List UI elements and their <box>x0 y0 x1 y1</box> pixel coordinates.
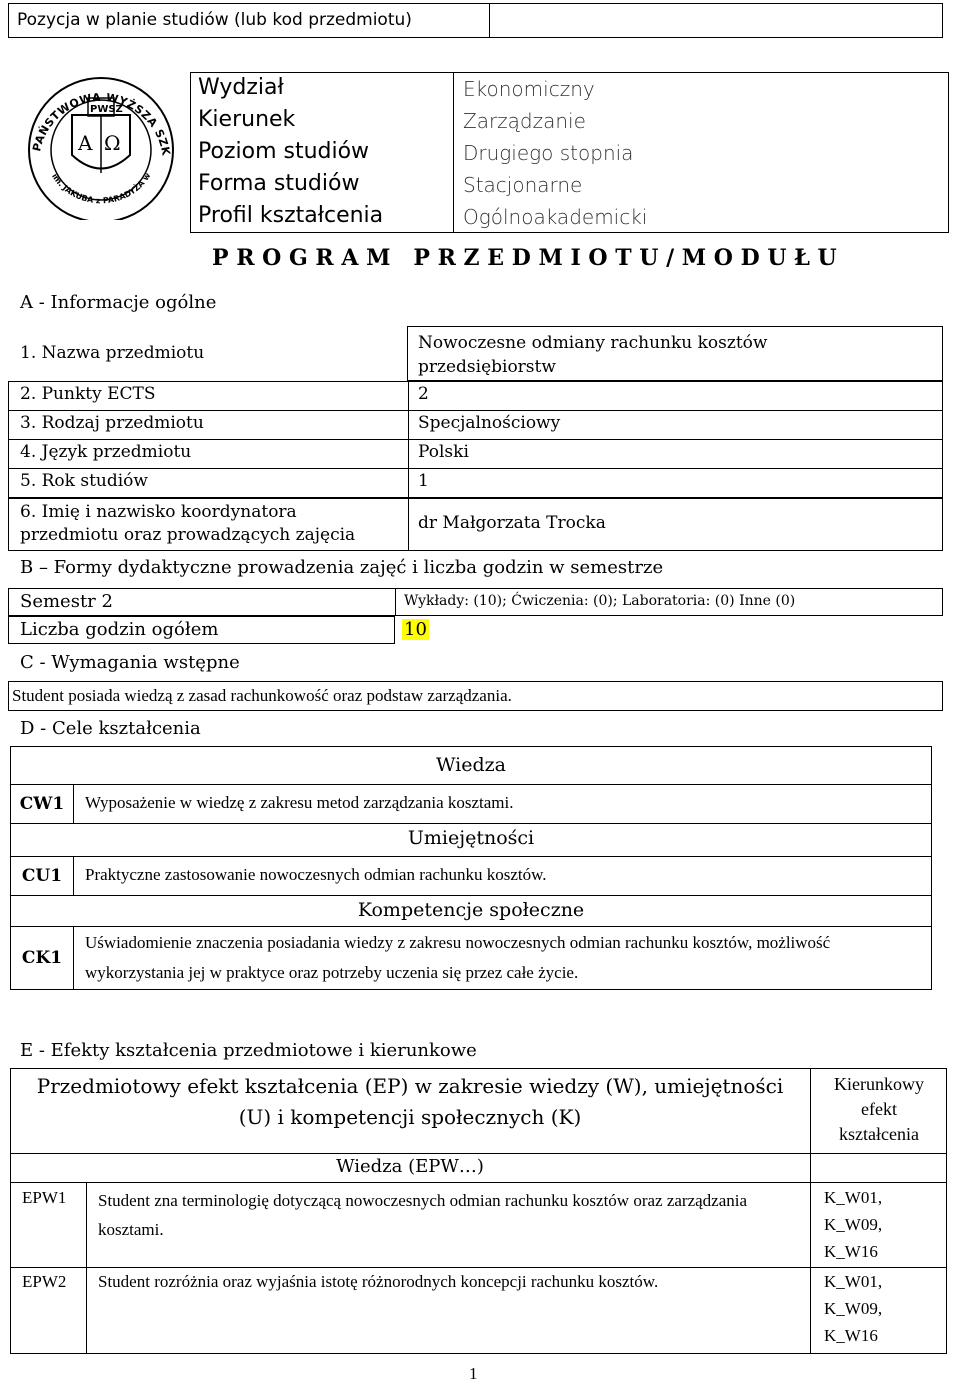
language-value: Polski <box>418 442 469 462</box>
effect-epw2-1: K_W01, <box>824 1272 883 1291</box>
profile-value: Ogólnoakademicki <box>463 205 648 229</box>
teaching-forms: Wykłady: (10); Ćwiczenia: (0); Laboratoria: (0) Inne (0) <box>404 593 796 609</box>
semester-divider <box>395 589 396 615</box>
faculty-label: Wydział <box>198 75 284 100</box>
level-value: Drugiego stopnia <box>463 141 634 165</box>
svg-text:A: A <box>78 131 93 155</box>
goal-row-cu1 <box>10 856 932 896</box>
svg-text:im. JAKUBA z PARADYŻA w GORZOW: im. JAKUBA z PARADYŻA w <box>50 171 153 206</box>
outcome-code-epw1: EPW1 <box>22 1188 67 1207</box>
coordinator-value: dr Małgorzata Trocka <box>418 513 606 533</box>
total-hours-value: 10 <box>404 619 427 640</box>
outcome-code-epw2: EPW2 <box>22 1272 67 1291</box>
section-a-title: A - Informacje ogólne <box>20 292 217 313</box>
skills-heading: Umiejętności <box>407 827 535 849</box>
language-label: 4. Język przedmiotu <box>20 442 192 462</box>
goal-row-ck1 <box>10 926 932 990</box>
level-label: Poziom studiów <box>198 139 370 164</box>
knowledge-subheading: Wiedza (EPW…) <box>336 1156 484 1177</box>
goal-code-cu1: CU1 <box>11 857 74 895</box>
social-competences-heading: Kompetencje społeczne <box>357 899 585 921</box>
goal-code-cw1: CW1 <box>11 785 74 823</box>
outcome-text-epw2: Student rozróżnia oraz wyjaśnia istotę różnorodnych koncepcji rachunku kosztów. <box>98 1272 659 1291</box>
goal-text-ck1-line2: wykorzystania jej w praktyce oraz potrzeby uczenia się przez całe życie. <box>85 963 579 982</box>
svg-text:PAŃSTWOWA WYŻSZA SZKOŁA ZAWODO: PAŃSTWOWA WYŻSZA SZK <box>30 90 173 157</box>
year-label: 5. Rok studiów <box>20 471 148 491</box>
section-c-title: C - Wymagania wstępne <box>20 652 240 673</box>
plan-position-box <box>8 3 943 38</box>
section-e-title: E - Efekty kształcenia przedmiotowe i kierunkowe <box>20 1040 477 1061</box>
page-number: 1 <box>469 1364 478 1383</box>
course-name-label: 1. Nazwa przedmiotu <box>20 343 205 363</box>
row-line <box>9 468 942 469</box>
course-type-value: Specjalnościowy <box>418 413 561 433</box>
goal-text-cu1: Praktyczne zastosowanie nowoczesnych odmian rachunku kosztów. <box>85 865 547 884</box>
outcome-text-epw1: Student zna terminologię dotyczącą nowoczesnych odmian rachunku kosztów oraz zarządzania kosztami. <box>98 1191 748 1239</box>
university-logo <box>20 70 180 220</box>
row-line <box>9 410 942 411</box>
row-line <box>11 1153 946 1154</box>
row-line <box>11 1267 946 1268</box>
total-hours-label: Liczba godzin ogółem <box>20 619 219 640</box>
section-b-title: B – Formy dydaktyczne prowadzenia zajęć i liczba godzin w semestrze <box>20 557 664 578</box>
header-divider <box>453 73 454 232</box>
form-value: Stacjonarne <box>463 173 583 197</box>
knowledge-heading: Wiedza <box>435 754 507 776</box>
code-divider <box>86 1182 87 1353</box>
ects-value: 2 <box>418 384 429 404</box>
effect-epw1-1: K_W01, <box>824 1188 883 1207</box>
row-line <box>11 1182 946 1183</box>
effect-epw2-2: K_W09, <box>824 1299 883 1318</box>
year-value: 1 <box>418 471 429 491</box>
program-title: P R O G R A M P R Z E D M I O T U / M O D U Ł U <box>212 245 837 271</box>
faculty-value: Ekonomiczny <box>463 77 595 101</box>
course-type-label: 3. Rodzaj przedmiotu <box>20 413 204 433</box>
effect-epw2-3: K_W16 <box>824 1326 878 1345</box>
plan-position-divider <box>489 4 490 37</box>
section-d-title: D - Cele kształcenia <box>20 718 201 739</box>
form-label: Forma studiów <box>198 171 360 196</box>
goal-text-ck1-line1: Uświadomienie znaczenia posiadania wiedzy z zakresu nowoczesnych odmian rachunku kosztów, możliwość <box>85 933 831 952</box>
profile-label: Profil kształcenia <box>198 203 384 228</box>
effect-epw1-3: K_W16 <box>824 1242 878 1261</box>
plan-position-label: Pozycja w planie studiów (lub kod przedmiotu) <box>17 10 412 30</box>
direction-effect-header: Kierunkowy efekt kształcenia <box>834 1074 924 1144</box>
effect-epw1-2: K_W09, <box>824 1215 883 1234</box>
field-label: Kierunek <box>198 107 296 132</box>
goal-text-cw1: Wyposażenie w wiedzę z zakresu metod zarządzania kosztami. <box>85 793 514 812</box>
goal-row-cw1 <box>10 784 932 824</box>
svg-text:PWSZ: PWSZ <box>90 104 123 115</box>
outcome-column-header: Przedmiotowy efekt kształcenia (EP) w zakresie wiedzy (W), umiejętności (U) i kompetencji społecznych (K) <box>36 1074 784 1129</box>
row-line <box>9 439 942 440</box>
outcomes-divider <box>810 1069 811 1353</box>
semester-label: Semestr 2 <box>20 591 113 612</box>
ects-label: 2. Punkty ECTS <box>20 384 156 404</box>
course-name-value: Nowoczesne odmiany rachunku kosztów przedsiębiorstw <box>418 333 768 377</box>
prerequisites-text: Student posiada wiedzą z zasad rachunkowość oraz podstaw zarządzania. <box>12 686 512 705</box>
coordinator-label: 6. Imię i nazwisko koordynatora przedmiotu oraz prowadzących zajęcia <box>20 502 356 545</box>
field-value: Zarządzanie <box>463 109 586 133</box>
coordinator-divider <box>408 499 409 550</box>
goal-code-ck1: CK1 <box>11 927 74 989</box>
svg-text:Ω: Ω <box>104 131 121 155</box>
